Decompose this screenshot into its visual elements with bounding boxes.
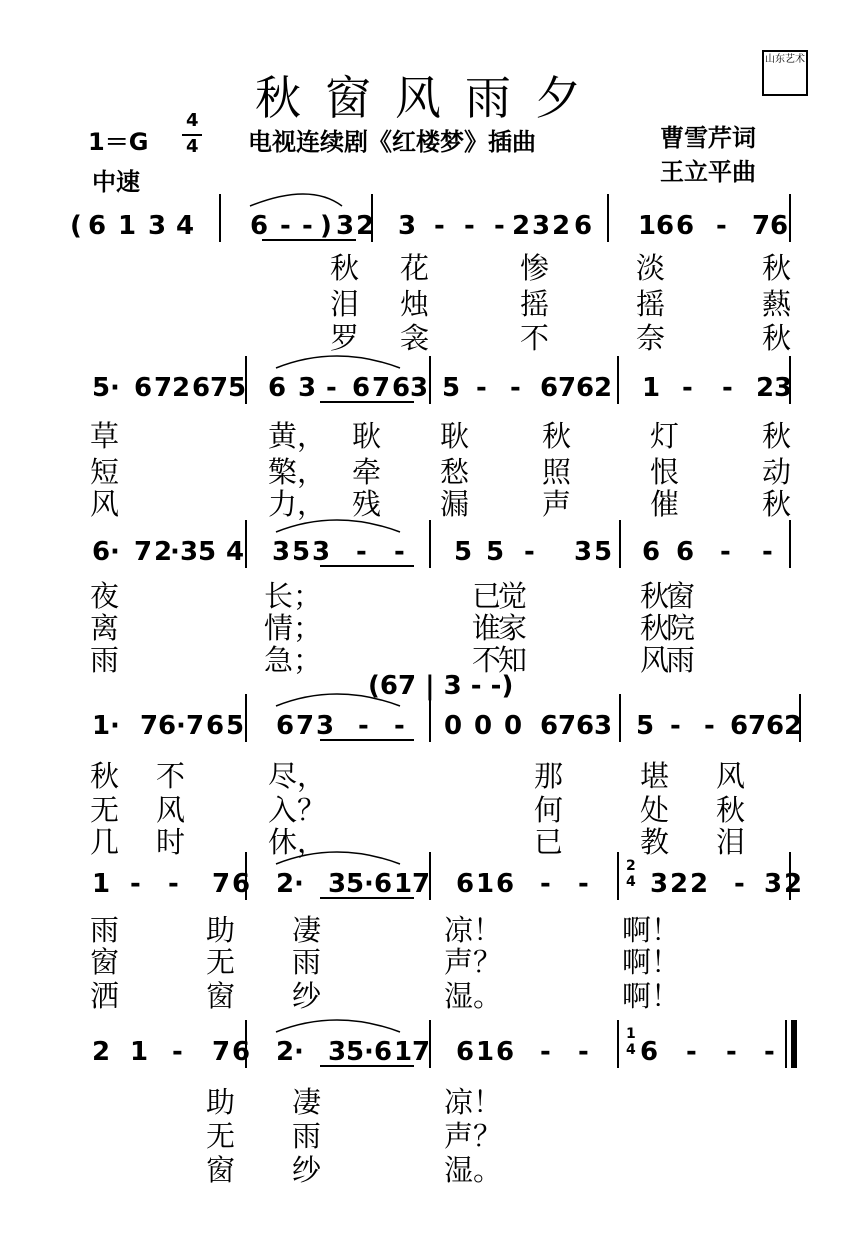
score-note: 3	[272, 537, 291, 567]
score-note: 2	[784, 869, 803, 899]
lyric-char: 那	[534, 759, 564, 793]
score-note: 6	[192, 373, 211, 403]
score-note: 7	[748, 711, 767, 741]
score-note: 6	[574, 211, 593, 241]
score-note: 6	[640, 1037, 659, 1067]
lyric-char: 恨	[650, 455, 680, 489]
lyric-char: 秋	[90, 759, 120, 793]
lyric-char: 觉	[498, 579, 528, 613]
score-note: 7	[212, 869, 231, 899]
lyric-char: 秋	[640, 579, 670, 613]
lyric-char: 已	[472, 579, 502, 613]
score-note: 6	[88, 211, 107, 241]
score-note: 2	[276, 869, 295, 899]
score-note: 6	[496, 869, 515, 899]
lyric-char: 泪	[716, 825, 746, 859]
score-note: -	[578, 869, 589, 899]
lyric-char: 不	[156, 759, 186, 793]
score-note: ·	[110, 373, 120, 403]
score-note: -	[280, 211, 291, 241]
lyric-char: 入？	[268, 793, 327, 827]
score-note: 6	[158, 711, 177, 741]
score-note: -	[394, 537, 405, 567]
score-note: 5	[198, 537, 217, 567]
score-note: ·	[294, 869, 304, 899]
score-note: 6	[642, 537, 661, 567]
score-note: 3	[774, 373, 793, 403]
lyric-char: 催	[650, 487, 680, 521]
lyric-char: 风	[156, 793, 186, 827]
lyric-char: 摇	[636, 287, 666, 321]
score-note: 6	[276, 711, 295, 741]
lyric-char: 谁	[472, 611, 502, 645]
score-note: 2	[276, 1037, 295, 1067]
lyric-char: 风	[640, 643, 670, 677]
slur	[250, 194, 342, 206]
score-note: 7	[186, 711, 205, 741]
score-note: 6	[730, 711, 749, 741]
lyric-char: 雨	[292, 1119, 322, 1153]
score-note: 2	[784, 711, 803, 741]
score-note: 7	[558, 373, 577, 403]
lyric-char: 雨	[90, 913, 120, 947]
lyric-char: 秋	[762, 419, 792, 453]
score-note: -	[358, 711, 369, 741]
score-note: 5	[226, 711, 245, 741]
score-note: 6	[92, 537, 111, 567]
score-note: 6	[206, 711, 225, 741]
score-note: 6	[392, 373, 411, 403]
lyric-char: 雨	[292, 945, 322, 979]
score-note: 3	[328, 869, 347, 899]
subtitle: 电视连续剧《红楼梦》插曲	[248, 128, 536, 156]
score-note: 3	[328, 1037, 347, 1067]
score-note: 2	[690, 869, 709, 899]
score-note: -	[356, 537, 367, 567]
lyric-char: 洒	[90, 979, 120, 1013]
score-note: 7	[212, 1037, 231, 1067]
lyric-char: 处	[640, 793, 670, 827]
score-note: 7	[412, 869, 431, 899]
score-note: 6	[134, 373, 153, 403]
lyric-char: 漏	[440, 487, 470, 521]
score-note: 3	[312, 537, 331, 567]
score-note: ·	[110, 711, 120, 741]
lyric-char: 无	[206, 1119, 236, 1153]
score-note: 5	[454, 537, 473, 567]
lyric-char: 情；	[264, 611, 323, 645]
lyric-char: 秋	[640, 611, 670, 645]
score-note: 1	[130, 1037, 149, 1067]
lyric-char: 啊！	[622, 945, 681, 979]
lyric-char: 照	[542, 455, 572, 489]
score-note: 5	[346, 869, 365, 899]
lyric-char: 休，	[268, 825, 327, 859]
lyric-char: 力，	[268, 487, 327, 521]
lyric-char: 何	[534, 793, 564, 827]
score-note: 1	[476, 869, 495, 899]
score-note: 5	[636, 711, 655, 741]
lyric-char: 夜	[90, 579, 120, 613]
lyric-char: 长；	[264, 579, 323, 613]
lyric-char: 堪	[640, 759, 670, 793]
score-note: -	[734, 869, 745, 899]
song-title: 秋窗风雨夕	[255, 71, 605, 125]
score-note: 3	[594, 711, 613, 741]
lyric-char: 惨	[520, 251, 550, 285]
score-note: -	[510, 373, 521, 403]
score-note: -	[172, 1037, 183, 1067]
lyric-char: 动	[762, 455, 792, 489]
score-note: 1	[476, 1037, 495, 1067]
score-note: 5	[594, 537, 613, 567]
score-note: 7	[296, 711, 315, 741]
score-note: 7	[154, 373, 173, 403]
score-note: 3	[764, 869, 783, 899]
score-note: 6	[374, 1037, 393, 1067]
score-note: 3	[180, 537, 199, 567]
score-note: -	[540, 869, 551, 899]
score-note: 2	[92, 1037, 111, 1067]
lyric-char: 凄	[292, 913, 322, 947]
score-note: 2	[154, 537, 173, 567]
score-note: 6	[352, 373, 371, 403]
lyric-char: 知	[498, 643, 528, 677]
lyric-char: 啊！	[622, 913, 681, 947]
score-note: 7	[558, 711, 577, 741]
score-note: -	[394, 711, 405, 741]
lyric-char: 灯	[650, 419, 680, 453]
slur	[276, 1020, 400, 1032]
score-note: 6	[676, 537, 695, 567]
lyric-char: 教	[640, 825, 670, 859]
score-note: 3	[316, 711, 335, 741]
score-note: 6	[576, 711, 595, 741]
score-note: 5	[442, 373, 461, 403]
score-note: 1	[394, 869, 413, 899]
score-note: 6	[766, 711, 785, 741]
score-note: 2	[172, 373, 191, 403]
time-bottom: 4	[186, 136, 199, 157]
lyric-char: 助	[206, 1085, 236, 1119]
score-note: 7	[752, 211, 771, 241]
score-note: -	[476, 373, 487, 403]
score-note: 5	[228, 373, 247, 403]
score-note: -	[464, 211, 475, 241]
lyric-char: 已	[534, 825, 564, 859]
score-note: 0	[444, 711, 463, 741]
lyric-char: 窗	[206, 1153, 236, 1187]
score-note: 6	[540, 711, 559, 741]
lyric-char: 啊！	[622, 979, 681, 1013]
lyric-char: 声？	[444, 1119, 503, 1153]
lyric-char: 淡	[636, 251, 666, 285]
lyric-char: 院	[666, 611, 696, 645]
slur	[276, 356, 400, 368]
lyric-char: 摇	[520, 287, 550, 321]
lyric-char: 窗	[206, 979, 236, 1013]
lyric-char: 不	[520, 321, 550, 355]
score-note: 2	[670, 869, 689, 899]
score-note: ·	[170, 537, 180, 567]
stamp-text: 山东艺术	[765, 54, 805, 65]
lyric-char: 檠，	[268, 455, 327, 489]
lyric-char: 无	[90, 793, 120, 827]
score-note: -	[670, 711, 681, 741]
lyric-char: 窗	[90, 945, 120, 979]
lyric-char: 耿	[440, 419, 470, 453]
score-note: 5	[292, 537, 311, 567]
score-note: -	[686, 1037, 697, 1067]
lyric-char: 罗	[330, 321, 360, 355]
lyric-char: 短	[90, 455, 120, 489]
score-note: 6	[656, 211, 675, 241]
lyric-char: 衾	[400, 321, 430, 355]
lyric-char: 声	[542, 487, 572, 521]
lyric-char: 烛	[400, 287, 430, 321]
score-note: 6	[496, 1037, 515, 1067]
lyric-char: 愁	[440, 455, 470, 489]
lyricist: 曹雪芹词	[660, 124, 756, 152]
score-note: 2	[552, 211, 571, 241]
score-note: 1	[394, 1037, 413, 1067]
lyric-char: 离	[90, 611, 120, 645]
score-note: ·	[364, 869, 374, 899]
score-note: 1	[118, 211, 137, 241]
score-note: -	[762, 537, 773, 567]
lyric-char: 助	[206, 913, 236, 947]
lyric-char: 凄	[292, 1085, 322, 1119]
lyric-char: 雨	[666, 643, 696, 677]
meter-bottom: 4	[626, 1042, 636, 1058]
score-note: 6	[540, 373, 559, 403]
lyric-char: 花	[400, 251, 430, 285]
score-note: -	[130, 869, 141, 899]
lyric-char: 几	[90, 825, 120, 859]
score-note: 4	[226, 537, 245, 567]
score-note: 1	[92, 711, 111, 741]
tempo: 中速	[92, 168, 140, 196]
score-note: -	[434, 211, 445, 241]
lyric-char: 耿	[352, 419, 382, 453]
score-note: -	[540, 1037, 551, 1067]
score-note: 6	[676, 211, 695, 241]
lyric-char: 秋	[762, 251, 792, 285]
score-note: 0	[474, 711, 493, 741]
score-note: ·	[364, 1037, 374, 1067]
slur	[276, 520, 400, 532]
lyric-char: 风	[716, 759, 746, 793]
score-note: ·	[110, 537, 120, 567]
score-note: 7	[134, 537, 153, 567]
lyric-char: 尽，	[268, 759, 327, 793]
score-note: 6	[770, 211, 789, 241]
score-note: 4	[176, 211, 195, 241]
lyric-char: 湿。	[444, 1153, 503, 1187]
score-note: 6	[250, 211, 269, 241]
score-note: 5	[346, 1037, 365, 1067]
lyric-char: 纱	[292, 1153, 322, 1187]
lyric-char: 黄，	[268, 419, 327, 453]
score-note: )	[320, 211, 332, 241]
lyric-char: 草	[90, 419, 120, 453]
lyric-char: 秋	[762, 487, 792, 521]
score-note: 5	[92, 373, 111, 403]
score-note: (	[70, 211, 82, 241]
score-note: 2	[594, 373, 613, 403]
score-note: 5	[486, 537, 505, 567]
score-note: 6	[232, 869, 251, 899]
lyric-char: 湿。	[444, 979, 503, 1013]
intro-bracket-notes: (67 | 3 - -)	[368, 671, 514, 701]
score-note: 3	[650, 869, 669, 899]
score-note: 6	[268, 373, 287, 403]
time-top: 4	[186, 110, 199, 131]
score-note: 3	[410, 373, 429, 403]
score-note: 3	[398, 211, 417, 241]
score-note: 3	[148, 211, 167, 241]
score-note: -	[302, 211, 313, 241]
lyric-char: 时	[156, 825, 186, 859]
lyric-char: 无	[206, 945, 236, 979]
score-note: ·	[176, 711, 186, 741]
lyric-char: 秋	[542, 419, 572, 453]
lyric-char: 雨	[90, 643, 120, 677]
score-note: 7	[140, 711, 159, 741]
meter-top: 1	[626, 1026, 636, 1042]
lyric-char: 爇	[762, 287, 792, 321]
score-note: -	[524, 537, 535, 567]
score-note: -	[726, 1037, 737, 1067]
lyric-char: 急；	[264, 643, 323, 677]
score-note: 2	[512, 211, 531, 241]
lyric-char: 泪	[330, 287, 360, 321]
score-note: 3	[574, 537, 593, 567]
score-note: 2	[756, 373, 775, 403]
lyric-char: 窗	[666, 579, 696, 613]
lyric-char: 牵	[352, 455, 382, 489]
lyric-char: 风	[90, 487, 120, 521]
score-note: 1	[642, 373, 661, 403]
score-note: -	[682, 373, 693, 403]
score-note: 7	[210, 373, 229, 403]
score-note: 1	[638, 211, 657, 241]
lyric-char: 凉！	[444, 913, 503, 947]
lyric-char: 秋	[762, 321, 792, 355]
meter-top: 2	[626, 858, 636, 874]
score-note: 1	[92, 869, 111, 899]
score-note: 3	[532, 211, 551, 241]
score-note: 6	[232, 1037, 251, 1067]
score-note: -	[764, 1037, 775, 1067]
lyric-char: 奈	[636, 321, 666, 355]
lyric-char: 纱	[292, 979, 322, 1013]
lyric-char: 声？	[444, 945, 503, 979]
score-note: -	[326, 373, 337, 403]
score-note: -	[704, 711, 715, 741]
score-note: -	[716, 211, 727, 241]
key-signature: 1＝G	[88, 128, 149, 156]
score-note: 7	[412, 1037, 431, 1067]
score-note: 0	[504, 711, 523, 741]
lyric-char: 家	[498, 611, 528, 645]
meter-bottom: 4	[626, 874, 636, 890]
composer: 王立平曲	[660, 158, 756, 186]
score-note: -	[578, 1037, 589, 1067]
score-note: 7	[372, 373, 391, 403]
score-note: 3	[336, 211, 355, 241]
score-note: -	[722, 373, 733, 403]
score-note: -	[494, 211, 505, 241]
score-note: 6	[456, 869, 475, 899]
score-note: -	[168, 869, 179, 899]
lyric-char: 凉！	[444, 1085, 503, 1119]
score-note: ·	[294, 1037, 304, 1067]
score-note: -	[720, 537, 731, 567]
lyric-char: 秋	[330, 251, 360, 285]
score-note: 2	[356, 211, 375, 241]
lyric-char: 残	[352, 487, 382, 521]
score-note: 6	[374, 869, 393, 899]
lyric-char: 秋	[716, 793, 746, 827]
lyric-char: 不	[472, 643, 502, 677]
score-note: 3	[298, 373, 317, 403]
score-note: 6	[576, 373, 595, 403]
score-note: 6	[456, 1037, 475, 1067]
